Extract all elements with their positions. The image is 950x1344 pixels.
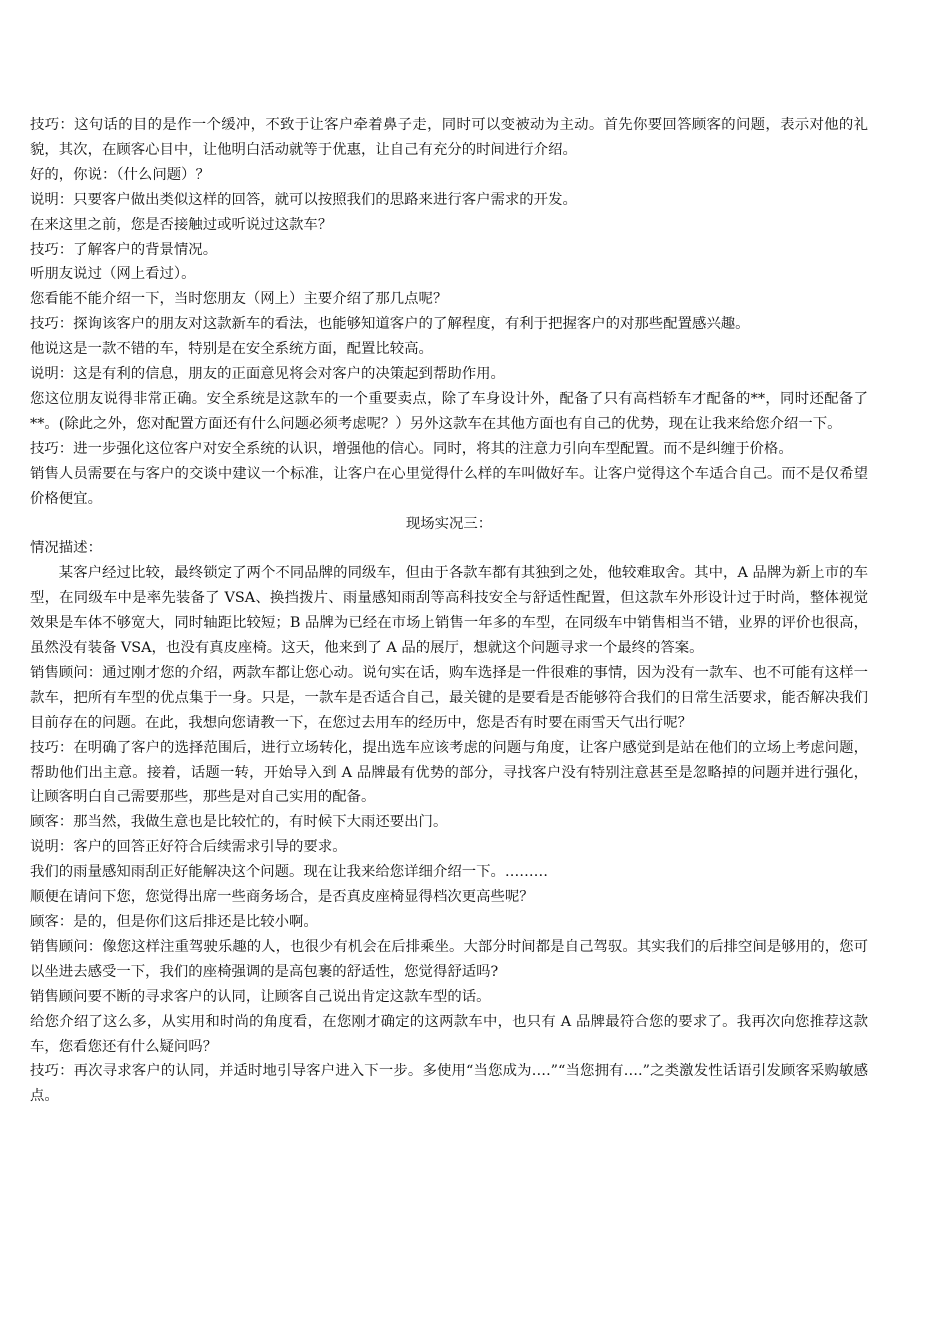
paragraph-note-follow: 说明：只要客户做出类似这样的回答，就可以按照我们的思路来进行客户需求的开发。 <box>30 191 577 208</box>
paragraph-consultant-intro: 销售顾问：通过刚才您的介绍，两款车都让您心动。说句实在话，购车选择是一件很难的事情，因为没有一款车、也不可能有这样一款车，把所有车型的优点集于一身。只是，一款车是否适合自己，最关键的是要看是否能够符合我们的日常生活要求，能否解决我们目前存在的问题。在此，我想向您请教一下，在您过去用车的经历中，您是否有时要在雨雪天气出行呢？ <box>30 664 868 731</box>
paragraph-safety-system: 您这位朋友说得非常正确。安全系统是这款车的一个重要卖点，除了车身设计外，配备了只有高档轿车才配备的**，同时还配备了**。(除此之外，您对配置方面还有什么问题必须考虑呢？）另外这款车在其他方面也有自己的优势，现在让我来给您介绍一下。 <box>30 390 868 432</box>
paragraph-leather-question: 顺便在请问下您，您觉得出席一些商务场合，是否真皮座椅显得档次更高些呢？ <box>30 889 534 906</box>
paragraph-wiper: 我们的雨量感知雨刮正好能解决这个问题。现在让我来给您详细介绍一下。……… <box>30 864 549 881</box>
paragraph-tip-next-step: 技巧：再次寻求客户的认同，并适时地引导客户进入下一步。多使用“当您成为….”“当您拥有….”之类激发性话语引发顾客采购敏感点。 <box>30 1063 868 1105</box>
paragraph-question-heard: 在来这里之前，您是否接触过或听说过这款车？ <box>30 216 333 233</box>
paragraph-standard: 销售人员需要在与客户的交谈中建议一个标准，让客户在心里觉得什么样的车叫做好车。让客户觉得这个车适合自己。而不是仅希望价格便宜。 <box>30 465 868 507</box>
paragraph-seek-approval: 销售顾问要不断的寻求客户的认同，让顾客自己说出肯定这款车型的话。 <box>30 988 491 1005</box>
document-page <box>30 113 868 1109</box>
paragraph-consultant-rear: 销售顾问：像您这样注重驾驶乐趣的人，也很少有机会在后排乘坐。大部分时间都是自己驾驭。其实我们的后排空间是够用的，您可以坐进去感受一下，我们的座椅强调的是高包裹的舒适性，您觉得舒适吗? <box>30 938 868 980</box>
paragraph-customer-rear: 顾客：是的，但是你们这后排还是比较小啊。 <box>30 914 318 930</box>
paragraph-tip-probe: 技巧：探询该客户的朋友对这款新车的看法，也能够知道客户的了解程度，有利于把握客户的对那些配置感兴趣。 <box>30 316 750 333</box>
paragraph-ok-say: 好的，你说：（什么问题）？ <box>30 166 210 183</box>
paragraph-tip-buffer: 技巧：这句话的目的是作一个缓冲，不致于让客户牵着鼻子走，同时可以变被动为主动。首先你要回答顾客的问题，表示对他的礼貌，其次，在顾客心目中，让他明白活动就等于优惠，让自己有充分的时间进行介绍。 <box>30 117 868 158</box>
paragraph-heard-friend: 听朋友说过（网上看过）。 <box>30 266 196 283</box>
paragraph-situation-label: 情况描述： <box>30 540 102 557</box>
paragraph-question-points: 您看能不能介绍一下，当时您朋友（网上）主要介绍了那几点呢？ <box>30 291 448 308</box>
paragraph-situation: 某客户经过比较，最终锁定了两个不同品牌的同级车，但由于各款车都有其独到之处，他较难取舍。其中，A 品牌为新上市的车型，在同级车中是率先装备了 VSA、换挡拨片、雨量感知雨刮等高科技安全与舒适性配置，但这款车外形设计过于时尚，整体视觉效果是车体不够宽大，同时轴距比较短；B 品牌为已经在市场上销售一年多的车型，在同级车中销售相当不错，业界的评价也很高，虽然没有装备 VSA，也没有真皮座椅。这天，他来到了 A 品的展厅，想就这个问题寻求一个最终的答案。 <box>30 565 868 657</box>
paragraph-tip-stance: 技巧：在明确了客户的选择范围后，进行立场转化，提出选车应该考虑的问题与角度，让客户感觉到是站在他们的立场上考虑问题，帮助他们出主意。接着，话题一转，开始导入到 A 品牌最有优势的部分，寻找客户没有特别注意甚至是忽略掉的问题并进行强化，让顾客明白自己需要那些，那些是对自己实用的配备。 <box>30 739 868 806</box>
paragraph-note-positive: 说明：这是有利的信息，朋友的正面意见将会对客户的决策起到帮助作用。 <box>30 366 505 383</box>
paragraph-recommend: 给您介绍了这么多，从实用和时尚的角度看，在您刚才确定的这两款车中，也只有 A 品牌最符合您的要求了。我再次向您推荐这款车，您看您还有什么疑问吗？ <box>30 1013 868 1055</box>
paragraph-tip-strengthen: 技巧：进一步强化这位客户对安全系统的认识，增强他的信心。同时，将其的注意力引向车型配置。而不是纠缠于价格。 <box>30 440 793 457</box>
section-heading: 现场实况三： <box>405 515 493 532</box>
paragraph-tip-background: 技巧：了解客户的背景情况。 <box>30 241 218 258</box>
paragraph-friend-said: 他说这是一款不错的车，特别是在安全系统方面，配置比较高。 <box>30 341 433 358</box>
paragraph-customer-rain: 顾客：那当然，我做生意也是比较忙的，有时候下大雨还要出门。 <box>30 814 448 831</box>
paragraph-note-answer: 说明：客户的回答正好符合后续需求引导的要求。 <box>30 839 347 856</box>
